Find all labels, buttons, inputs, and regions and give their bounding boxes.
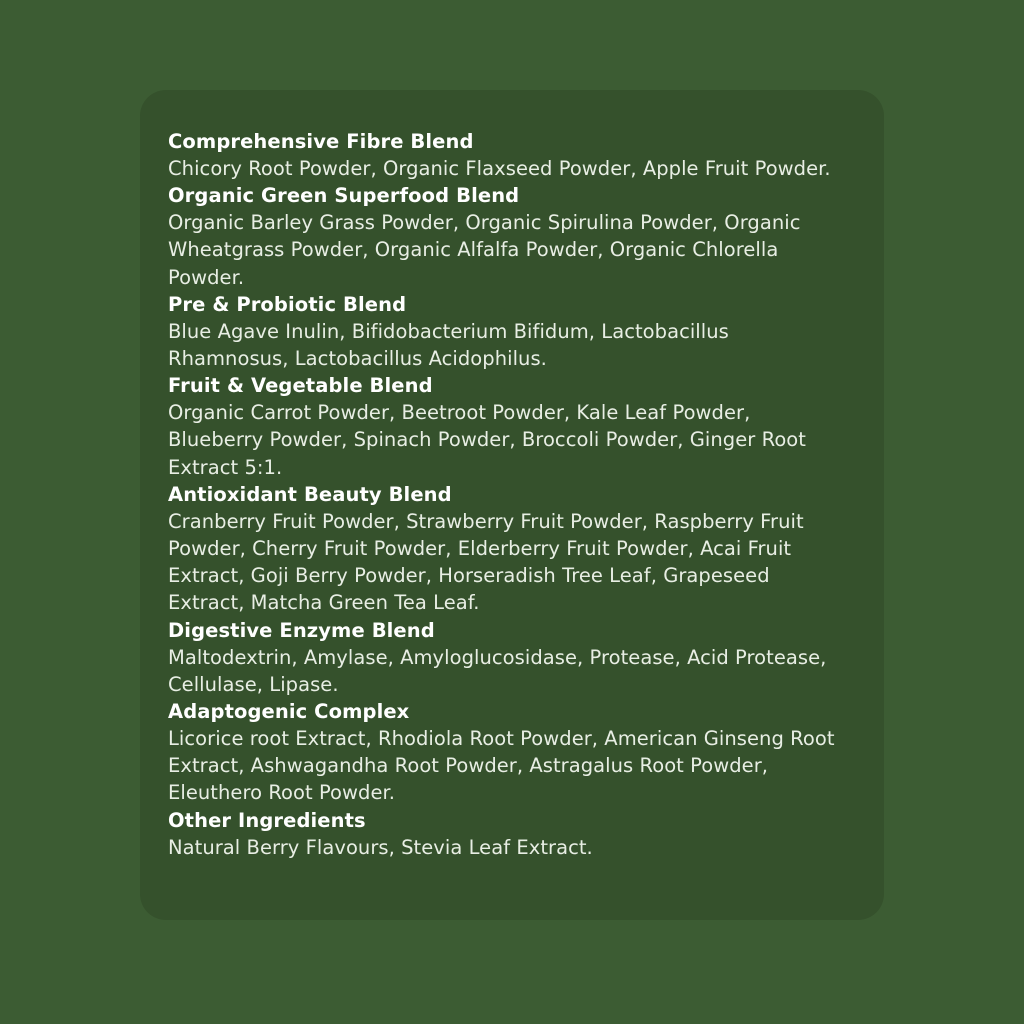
blend-title: Pre & Probiotic Blend: [168, 292, 407, 316]
blend-section: [168, 128, 850, 182]
blend-title: Fruit & Vegetable Blend: [168, 374, 433, 398]
blend-title: Organic Green Superfood Blend: [168, 184, 520, 208]
blend-body: Maltodextrin, Amylase, Amyloglucosidase, Protease, Acid Protease, Cellulase, Lipase.: [168, 645, 827, 696]
blend-title: Comprehensive Fibre Blend: [168, 130, 474, 153]
blend-body: Licorice root Extract, Rhodiola Root Powder, American Ginseng Root Extract, Ashwagandha Root Powder, Astragalus Root Powder, Eleuthero Root Powder.: [168, 727, 835, 805]
blend-section: [168, 372, 850, 481]
blend-body: Organic Barley Grass Powder, Organic Spirulina Powder, Organic Wheatgrass Powder, Organic Alfalfa Powder, Organic Chlorella Powder.: [168, 211, 801, 289]
ingredients-list: [168, 128, 850, 861]
blend-body: Blue Agave Inulin, Bifidobacterium Bifidum, Lactobacillus Rhamnosus, Lactobacillus Acidophilus.: [168, 319, 729, 371]
blend-section: [168, 182, 850, 291]
blend-section: [168, 698, 850, 807]
blend-body: Natural Berry Flavours, Stevia Leaf Extract.: [168, 835, 593, 859]
blend-title: Adaptogenic Complex: [168, 700, 410, 724]
blend-body: Chicory Root Powder, Organic Flaxseed Powder, Apple Fruit Powder.: [168, 157, 831, 180]
blend-body: Organic Carrot Powder, Beetroot Powder, Kale Leaf Powder, Blueberry Powder, Spinach Powder, Broccoli Powder, Ginger Root Extract 5:1.: [168, 401, 806, 479]
blend-body: Cranberry Fruit Powder, Strawberry Fruit Powder, Raspberry Fruit Powder, Cherry Fruit Powder, Elderberry Fruit Powder, Acai Fruit Extract, Goji Berry Powder, Horseradish Tree Leaf, Grapeseed Extract, Matcha Green Tea Leaf.: [168, 509, 804, 615]
blend-title: Other Ingredients: [168, 808, 366, 832]
ingredients-panel: [140, 90, 884, 920]
blend-section: [168, 807, 850, 861]
blend-section: [168, 291, 850, 372]
blend-title: Digestive Enzyme Blend: [168, 618, 435, 642]
blend-section: [168, 617, 850, 698]
blend-section: [168, 481, 850, 617]
blend-title: Antioxidant Beauty Blend: [168, 482, 452, 506]
